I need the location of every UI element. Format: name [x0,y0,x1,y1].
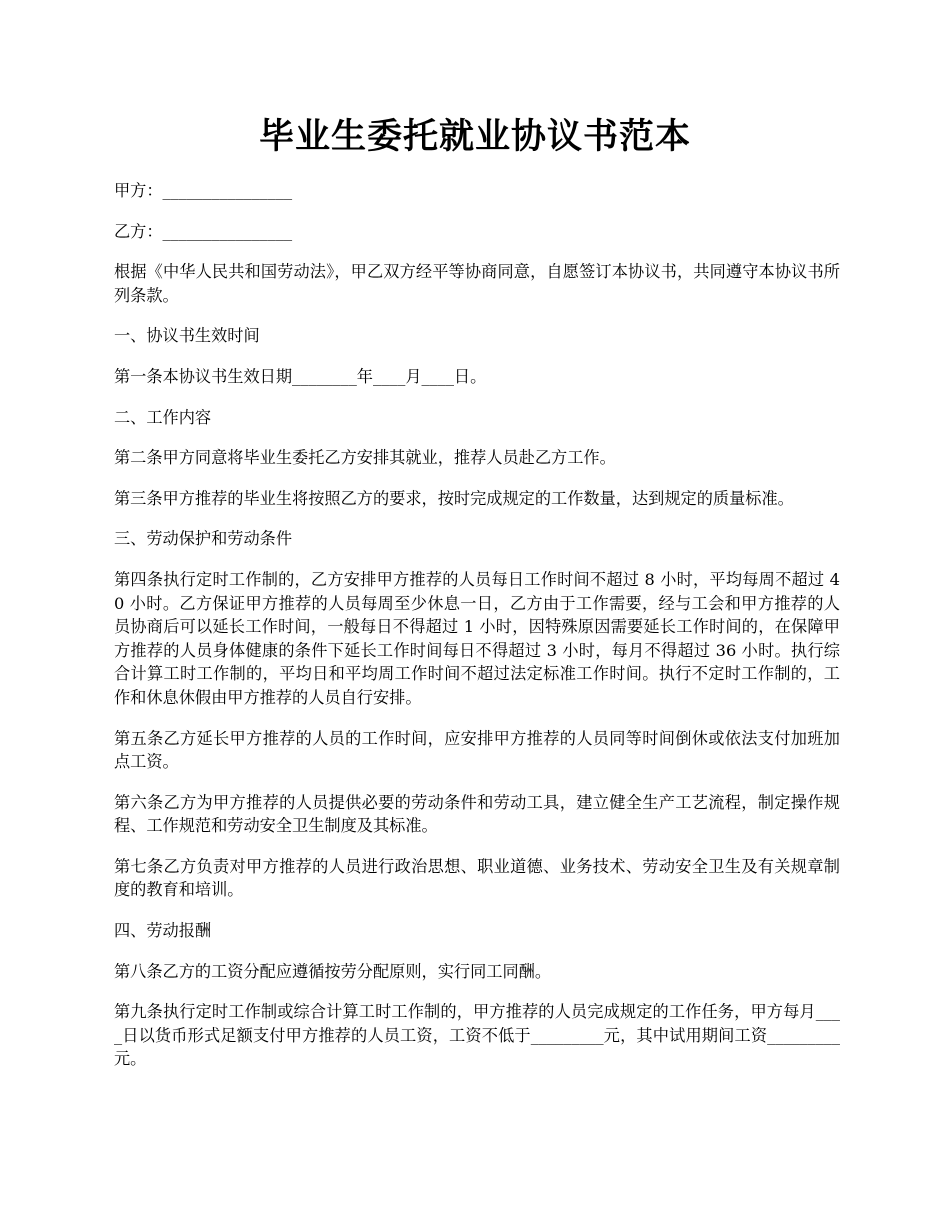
party-b-line: 乙方：________________ [114,221,293,241]
article-2: 第二条甲方同意将毕业生委托乙方安排其就业，推荐人员赴乙方工作。 [114,448,616,468]
article-6: 第六条乙方为甲方推荐的人员提供必要的劳动条件和劳动工具，建立健全生产工艺流程，制定操作规程、工作规范和劳动安全卫生制度及其标准。 [114,792,840,836]
document-title: 毕业生委托就业协议书范本 [258,117,691,157]
section-heading-4: 四、劳动报酬 [114,921,212,941]
article-5: 第五条乙方延长甲方推荐的人员的工作时间，应安排甲方推荐的人员同等时间倒休或依法支付加班加点工资。 [114,728,840,772]
article-7: 第七条乙方负责对甲方推荐的人员进行政治思想、职业道德、业务技术、劳动安全卫生及有关规章制度的教育和培训。 [114,856,840,900]
article-9: 第九条执行定时工作制或综合计算工时工作制的，甲方推荐的人员完成规定的工作任务，甲方每月____日以货币形式足额支付甲方推荐的人员工资，工资不低于_________元，其中试用期间工资_________元。 [114,1002,840,1069]
section-heading-3: 三、劳动保护和劳动条件 [114,529,293,549]
article-3: 第三条甲方推荐的毕业生将按照乙方的要求，按时完成规定的工作数量，达到规定的质量标准。 [114,488,794,508]
party-a-line: 甲方：________________ [114,181,293,200]
section-heading-1: 一、协议书生效时间 [114,326,260,346]
preamble-paragraph: 根据《中华人民共和国劳动法》，甲乙双方经平等协商同意，自愿签订本协议书，共同遵守本协议书所列条款。 [114,262,840,305]
article-4: 第四条执行定时工作制的，乙方安排甲方推荐的人员每日工作时间不超过 8 小时，平均每周不超过 40 小时。乙方保证甲方推荐的人员每周至少休息一日，乙方由于工作需要，经与工会和甲方推荐的人员协商后可以延长工作时间，一般每日不得超过 1 小时，因特殊原因需要延长工作时间的，在保障甲方推荐的人员身体健康的条件下延长工作时间每日不得超过 3 小时，每月不得超过 36 小时。执行综合计算工时工作制的，平均日和平均周工作时间不超过法定标准工作时间。执行不定时工作制的，工作和休息休假由甲方推荐的人员自行安排。 [114,569,840,707]
document-body [114,179,840,1088]
article-1: 第一条本协议书生效日期________年____月____日。 [114,366,487,386]
article-8: 第八条乙方的工资分配应遵循按劳分配原则，实行同工同酬。 [114,961,552,981]
section-heading-2: 二、工作内容 [114,407,212,427]
